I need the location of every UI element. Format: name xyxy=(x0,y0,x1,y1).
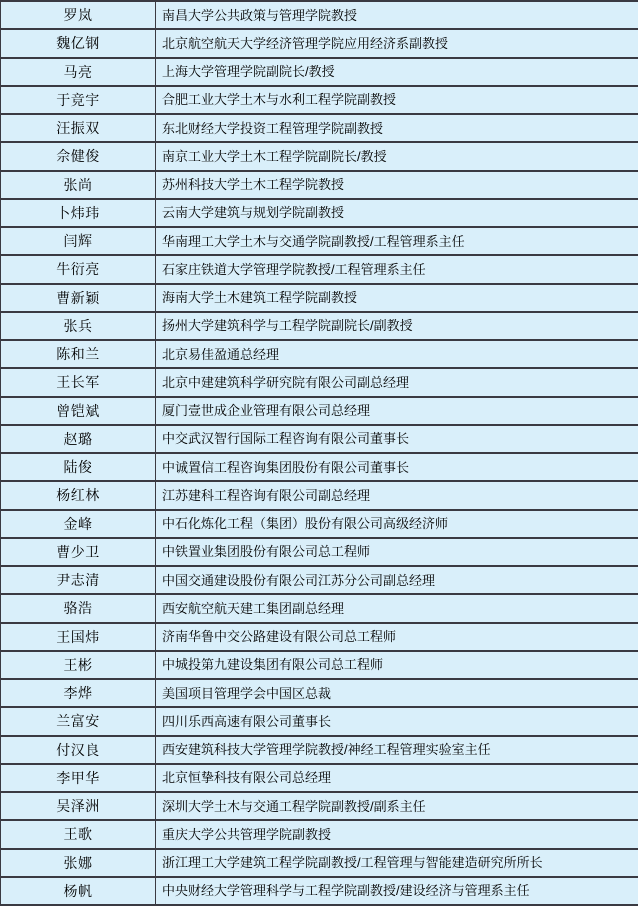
participant-name: 王歌 xyxy=(1,820,156,848)
table-row xyxy=(1,58,638,86)
participant-name: 陆俊 xyxy=(1,453,156,481)
participant-name: 付汉良 xyxy=(1,736,156,764)
participant-name: 骆浩 xyxy=(1,594,156,622)
table-row xyxy=(1,227,638,255)
participant-affiliation: 云南大学建筑与规划学院副教授 xyxy=(156,199,638,227)
participant-name: 牛衍亮 xyxy=(1,255,156,283)
participant-name: 王国炜 xyxy=(1,623,156,651)
participant-name: 赵璐 xyxy=(1,425,156,453)
participant-name: 吴泽洲 xyxy=(1,792,156,820)
table-row xyxy=(1,736,638,764)
participant-affiliation: 上海大学管理学院副院长/教授 xyxy=(156,58,638,86)
table-row xyxy=(1,397,638,425)
participant-affiliation: 重庆大学公共管理学院副教授 xyxy=(156,820,638,848)
participant-name: 王彬 xyxy=(1,651,156,679)
participant-name: 卜炜玮 xyxy=(1,199,156,227)
table-row xyxy=(1,368,638,396)
table-row xyxy=(1,142,638,170)
table-row xyxy=(1,849,638,877)
participant-affiliation: 中石化炼化工程（集团）股份有限公司高级经济师 xyxy=(156,510,638,538)
table-row xyxy=(1,481,638,509)
participant-affiliation: 中央财经大学管理科学与工程学院副教授/建设经济与管理系主任 xyxy=(156,877,638,905)
participant-name: 曹少卫 xyxy=(1,538,156,566)
table-row xyxy=(1,566,638,594)
participant-affiliation: 深圳大学土木与交通工程学院副教授/副系主任 xyxy=(156,792,638,820)
table-body xyxy=(1,1,638,905)
table-row xyxy=(1,792,638,820)
table-row xyxy=(1,171,638,199)
participant-name: 魏亿钢 xyxy=(1,29,156,57)
table-row xyxy=(1,284,638,312)
participant-affiliation: 北京易佳盈通总经理 xyxy=(156,340,638,368)
participant-name: 佘健俊 xyxy=(1,142,156,170)
participant-affiliation: 北京航空航天大学经济管理学院应用经济系副教授 xyxy=(156,29,638,57)
participant-affiliation: 石家庄铁道大学管理学院教授/工程管理系主任 xyxy=(156,255,638,283)
participant-affiliation: 北京恒挚科技有限公司总经理 xyxy=(156,764,638,792)
participant-name: 陈和兰 xyxy=(1,340,156,368)
participant-affiliation: 扬州大学建筑科学与工程学院副院长/副教授 xyxy=(156,312,638,340)
participant-name: 马亮 xyxy=(1,58,156,86)
participant-name: 曹新颖 xyxy=(1,284,156,312)
participant-name: 曾铠斌 xyxy=(1,397,156,425)
table-row xyxy=(1,340,638,368)
participant-name: 金峰 xyxy=(1,510,156,538)
participant-affiliation: 合肥工业大学土木与水利工程学院副教授 xyxy=(156,86,638,114)
participant-affiliation: 中城投第九建设集团有限公司总工程师 xyxy=(156,651,638,679)
table-row xyxy=(1,255,638,283)
participant-name: 李烨 xyxy=(1,679,156,707)
participant-affiliation: 北京中建建筑科学研究院有限公司副总经理 xyxy=(156,368,638,396)
participant-name: 闫辉 xyxy=(1,227,156,255)
table-row xyxy=(1,764,638,792)
table-row xyxy=(1,679,638,707)
participant-affiliation: 中诚置信工程咨询集团股份有限公司董事长 xyxy=(156,453,638,481)
table-row xyxy=(1,707,638,735)
participant-name: 李甲华 xyxy=(1,764,156,792)
participant-name: 尹志清 xyxy=(1,566,156,594)
participant-name: 罗岚 xyxy=(1,1,156,29)
participant-affiliation: 南昌大学公共政策与管理学院教授 xyxy=(156,1,638,29)
table-row xyxy=(1,453,638,481)
participant-name: 王长军 xyxy=(1,368,156,396)
participant-affiliation: 济南华鲁中交公路建设有限公司总工程师 xyxy=(156,623,638,651)
participant-affiliation: 江苏建科工程咨询有限公司副总经理 xyxy=(156,481,638,509)
participant-affiliation: 中铁置业集团股份有限公司总工程师 xyxy=(156,538,638,566)
table-row xyxy=(1,820,638,848)
participant-affiliation: 美国项目管理学会中国区总裁 xyxy=(156,679,638,707)
table-row xyxy=(1,1,638,29)
participant-affiliation: 厦门壹世成企业管理有限公司总经理 xyxy=(156,397,638,425)
table-row xyxy=(1,199,638,227)
table-row xyxy=(1,510,638,538)
table-row xyxy=(1,594,638,622)
table-row xyxy=(1,538,638,566)
participant-name: 汪振双 xyxy=(1,114,156,142)
table-row xyxy=(1,86,638,114)
participant-affiliation: 东北财经大学投资工程管理学院副教授 xyxy=(156,114,638,142)
participant-affiliation: 中交武汉智行国际工程咨询有限公司董事长 xyxy=(156,425,638,453)
participant-name: 杨帆 xyxy=(1,877,156,905)
table-row xyxy=(1,877,638,905)
participant-affiliation: 海南大学土木建筑工程学院副教授 xyxy=(156,284,638,312)
participant-name: 兰富安 xyxy=(1,707,156,735)
participant-name: 杨红林 xyxy=(1,481,156,509)
participant-affiliation: 四川乐西高速有限公司董事长 xyxy=(156,707,638,735)
participant-affiliation: 南京工业大学土木工程学院副院长/教授 xyxy=(156,142,638,170)
participant-name: 于竞宇 xyxy=(1,86,156,114)
participant-affiliation: 苏州科技大学土木工程学院教授 xyxy=(156,171,638,199)
participant-affiliation: 中国交通建设股份有限公司江苏分公司副总经理 xyxy=(156,566,638,594)
participant-name: 张娜 xyxy=(1,849,156,877)
table-row xyxy=(1,651,638,679)
table-row xyxy=(1,114,638,142)
participant-affiliation: 西安建筑科技大学管理学院教授/神经工程管理实验室主任 xyxy=(156,736,638,764)
participant-affiliation: 华南理工大学土木与交通学院副教授/工程管理系主任 xyxy=(156,227,638,255)
participant-name: 张尚 xyxy=(1,171,156,199)
participant-affiliation: 浙江理工大学建筑工程学院副教授/工程管理与智能建造研究所所长 xyxy=(156,849,638,877)
participant-affiliation: 西安航空航天建工集团副总经理 xyxy=(156,594,638,622)
table-row xyxy=(1,312,638,340)
table-row xyxy=(1,623,638,651)
table-row xyxy=(1,425,638,453)
participant-name: 张兵 xyxy=(1,312,156,340)
table-row xyxy=(1,29,638,57)
